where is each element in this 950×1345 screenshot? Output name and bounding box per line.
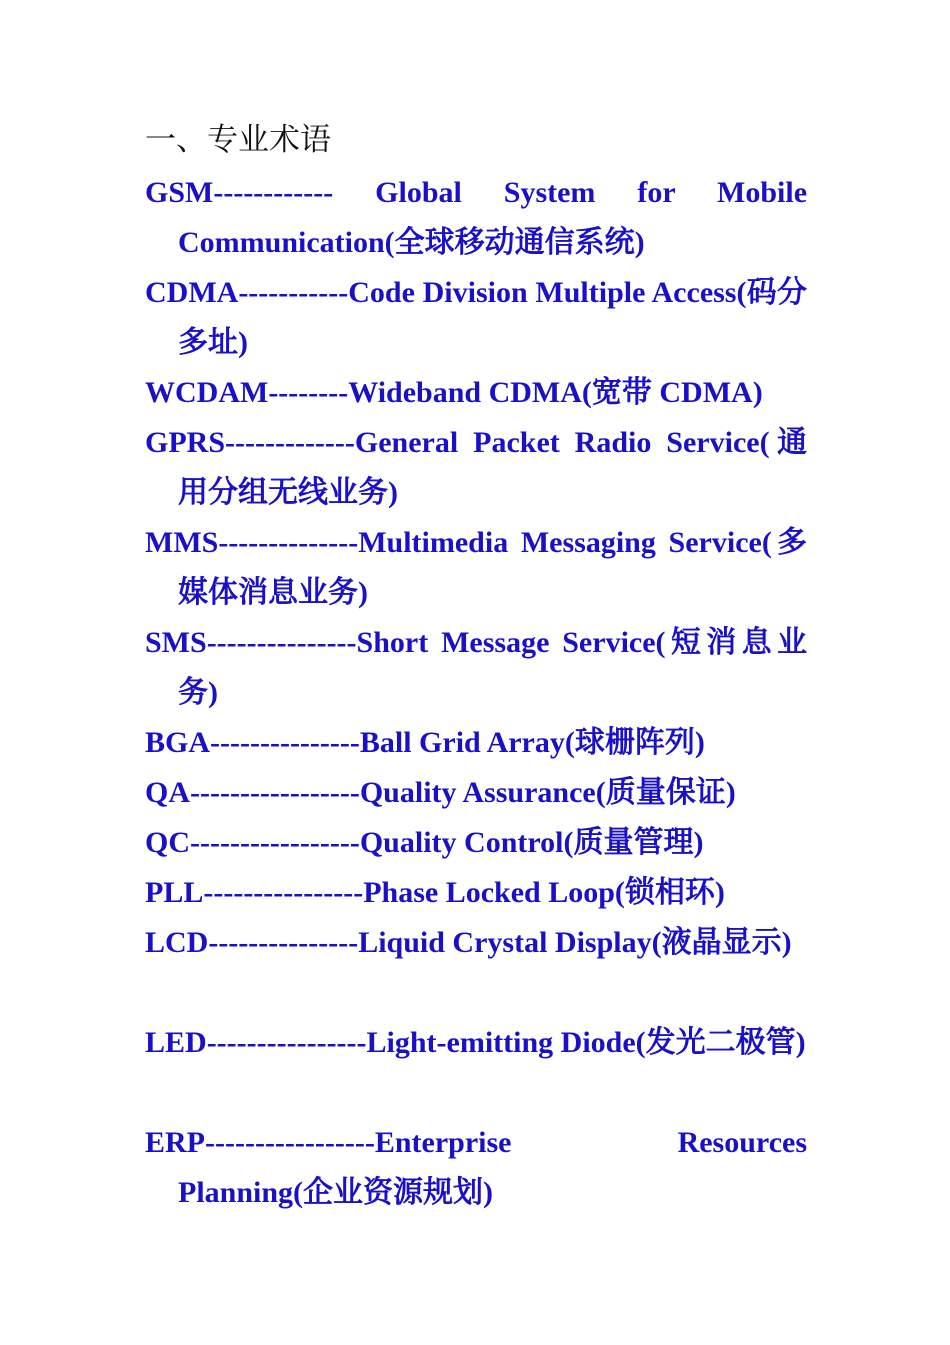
term-code: CDMA: [145, 276, 239, 309]
term-entry-lcd: [145, 918, 807, 968]
term-definition: Phase Locked Loop(锁相环): [363, 876, 725, 909]
term-code: LED: [145, 1026, 207, 1059]
term-entry-bga: [145, 718, 807, 768]
term-definition: Wideband CDMA(宽带 CDMA): [348, 376, 763, 409]
term-code: WCDAM: [145, 376, 269, 409]
term-dash: -------------: [225, 426, 355, 459]
term-entry-sms: [145, 618, 807, 718]
term-entry-led: [145, 1018, 807, 1068]
term-dash: ----------------: [206, 1026, 367, 1059]
term-definition: Global System for Mobile Communication(全球移动通信系统): [178, 176, 808, 259]
term-dash: --------: [268, 376, 349, 409]
term-definition: Liquid Crystal Display(液晶显示): [358, 926, 792, 959]
term-definition: Ball Grid Array(球栅阵列): [359, 726, 705, 759]
term-code: LCD: [145, 926, 209, 959]
term-entry-gprs: [145, 418, 807, 518]
term-dash: -----------------: [190, 776, 360, 809]
term-entry-pll: [145, 868, 807, 918]
term-code: QA: [145, 776, 190, 809]
term-code: ERP: [145, 1126, 205, 1159]
term-entry-mms: [145, 518, 807, 618]
term-dash: --------------: [218, 526, 359, 559]
term-code: GPRS: [145, 426, 226, 459]
term-definition: Quality Control(质量管理): [359, 826, 704, 859]
term-definition: Code Division Multiple Access(码分多址): [178, 276, 807, 359]
term-code: MMS: [145, 526, 219, 559]
term-dash: ---------------: [206, 626, 357, 659]
term-code: SMS: [145, 626, 207, 659]
term-entry-qa: [145, 768, 807, 818]
term-code: GSM: [145, 176, 214, 209]
term-entry-wcdam: [145, 368, 807, 418]
term-code: BGA: [145, 726, 211, 759]
term-code: PLL: [145, 876, 204, 909]
term-definition: Multimedia Messaging Service(多媒体消息业务): [178, 526, 807, 609]
term-entry-cdma: [145, 268, 807, 368]
term-dash: -----------------: [190, 826, 360, 859]
term-dash: -----------: [238, 276, 349, 309]
term-definition: General Packet Radio Service(通用分组无线业务): [178, 426, 807, 509]
term-code: QC: [145, 826, 190, 859]
term-definition: Enterprise Resources Planning(企业资源规划): [178, 1126, 807, 1209]
term-definition: Light-emitting Diode(发光二极管): [366, 1026, 806, 1059]
term-dash: ---------------: [210, 726, 360, 759]
term-dash: ----------------: [203, 876, 364, 909]
section-heading: 一、专业术语: [145, 122, 331, 158]
term-dash: -----------------: [205, 1126, 375, 1159]
term-dash: ---------------: [208, 926, 359, 959]
term-definition: Short Message Service(短消息业务): [178, 626, 807, 709]
term-dash: ------------: [213, 176, 334, 209]
term-definition: Quality Assurance(质量保证): [359, 776, 736, 809]
term-entry-erp: [145, 1118, 807, 1218]
term-entry-gsm: [145, 168, 807, 268]
term-entry-qc: [145, 818, 807, 868]
